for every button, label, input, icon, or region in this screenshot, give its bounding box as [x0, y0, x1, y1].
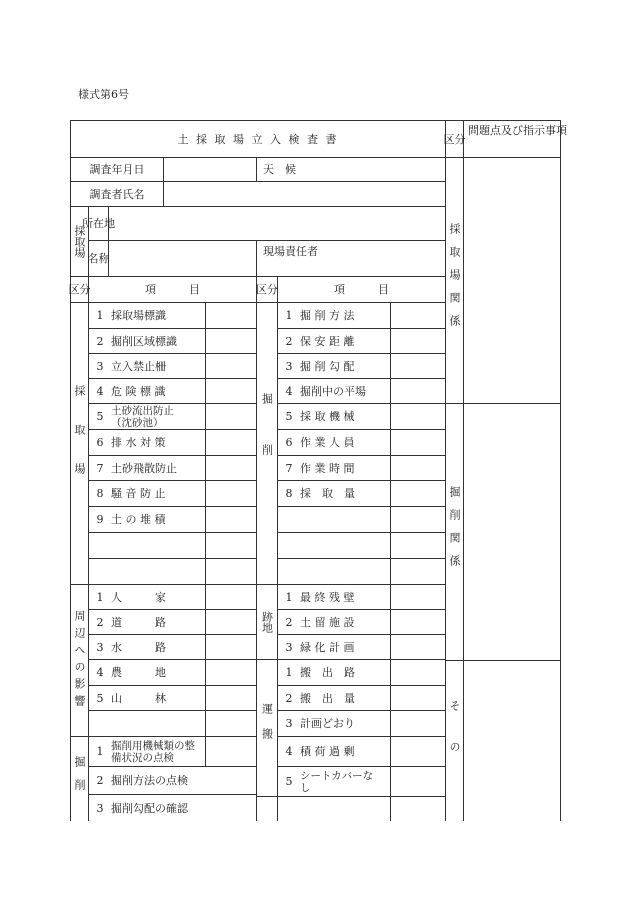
list-item: 5 採 取 機 械 [278, 404, 391, 430]
survey-date-field[interactable] [164, 158, 257, 182]
blank-item [278, 507, 391, 533]
list-item: 6 排 水 対 策 [89, 430, 206, 456]
group-site: 採取場 [71, 207, 89, 277]
check-field[interactable] [391, 797, 446, 821]
check-field[interactable] [206, 303, 257, 329]
list-item: 1 人 家 [89, 585, 206, 610]
check-field[interactable] [206, 711, 257, 737]
list-item: 2 掘削方法の点検 [89, 767, 257, 795]
surveyor-field[interactable] [164, 182, 446, 207]
inspection-form [68, 120, 567, 821]
group-atochi: 跡地 [257, 585, 278, 660]
list-item: 2 掘削区域標識 [89, 329, 206, 354]
check-field[interactable] [206, 379, 257, 404]
blank-item [89, 711, 206, 737]
list-item: 1 掘削用機械類の整備状況の点検 [89, 737, 206, 767]
blank-item [278, 797, 391, 821]
check-field[interactable] [391, 559, 446, 585]
group-shuhen: 周辺への影響 [71, 585, 89, 737]
check-field[interactable] [206, 329, 257, 354]
list-item: 3 掘 削 勾 配 [278, 354, 391, 379]
list-item: 1 最 終 残 壁 [278, 585, 391, 610]
group-saishuba: 採取場 [71, 303, 89, 585]
check-field[interactable] [391, 456, 446, 481]
side-saishuba-kankei: 採取場関係 [446, 158, 464, 404]
check-field[interactable] [391, 303, 446, 329]
check-field[interactable] [391, 533, 446, 559]
check-field[interactable] [206, 481, 257, 507]
list-item: 1 掘 削 方 法 [278, 303, 391, 329]
check-field[interactable] [391, 635, 446, 660]
list-item: 3 掘削勾配の確認 [89, 795, 257, 821]
check-field[interactable] [391, 767, 446, 797]
list-item: 6 作 業 人 員 [278, 430, 391, 456]
list-item: 5 山 林 [89, 686, 206, 711]
site-manager-label: 現場責任者 [257, 241, 446, 277]
check-field[interactable] [391, 329, 446, 354]
name-field[interactable] [109, 241, 257, 277]
check-field[interactable] [391, 507, 446, 533]
list-item: 1 搬 出 路 [278, 660, 391, 686]
list-item: 7 土砂飛散防止 [89, 456, 206, 481]
check-field[interactable] [206, 404, 257, 430]
issues-field-3[interactable] [464, 661, 560, 821]
issues-field-1[interactable] [464, 158, 560, 404]
list-item: 3 緑 化 計 画 [278, 635, 391, 660]
item-right-header: 項 目 [278, 277, 446, 303]
check-field[interactable] [391, 711, 446, 737]
location-label: 所在地 [89, 207, 109, 241]
group-unpan: 運搬 [257, 660, 278, 797]
check-field[interactable] [206, 507, 257, 533]
list-item: 5 シートカバーなし [278, 767, 391, 797]
check-field[interactable] [206, 737, 257, 767]
side-kussaku-kankei: 掘削関係 [446, 404, 464, 661]
list-item: 3 計画どおり [278, 711, 391, 737]
list-item: 4 農 地 [89, 660, 206, 686]
group-empty [257, 797, 278, 821]
list-item: 4 危 険 標 識 [89, 379, 206, 404]
check-field[interactable] [391, 737, 446, 767]
list-item: 4 掘削中の平場 [278, 379, 391, 404]
form-title: 土 採 取 場 立 入 検 査 書 [71, 121, 446, 158]
surveyor-label: 調査者氏名 [71, 182, 164, 207]
blank-item [89, 533, 206, 559]
list-item: 5 土砂流出防止（沈砂池） [89, 404, 206, 430]
check-field[interactable] [206, 610, 257, 635]
list-item: 2 搬 出 量 [278, 686, 391, 711]
check-field[interactable] [391, 354, 446, 379]
check-field[interactable] [391, 660, 446, 686]
list-item: 4 積 荷 過 剰 [278, 737, 391, 767]
check-field[interactable] [391, 481, 446, 507]
list-item: 7 作 業 時 間 [278, 456, 391, 481]
item-left-header: 項 目 [89, 277, 257, 303]
weather-label: 天 候 [257, 158, 446, 182]
check-field[interactable] [206, 559, 257, 585]
kubun-right-header: 区分 [257, 277, 278, 303]
issues-field-2[interactable] [464, 404, 560, 661]
list-item: 2 道 路 [89, 610, 206, 635]
check-field[interactable] [206, 660, 257, 686]
kubun-header: 区分 [446, 121, 464, 158]
check-field[interactable] [206, 533, 257, 559]
check-field[interactable] [206, 686, 257, 711]
check-field[interactable] [391, 430, 446, 456]
blank-item [278, 533, 391, 559]
check-field[interactable] [206, 430, 257, 456]
check-field[interactable] [391, 585, 446, 610]
location-field[interactable] [109, 207, 446, 241]
list-item: 8 採 取 量 [278, 481, 391, 507]
check-field[interactable] [391, 610, 446, 635]
group-kussaku: 掘削 [257, 303, 278, 585]
blank-item [278, 559, 391, 585]
blank-item [89, 559, 206, 585]
check-field[interactable] [206, 354, 257, 379]
issues-header: 問題点及び指示事項 [464, 121, 560, 158]
list-item: 9 土 の 堆 積 [89, 507, 206, 533]
kubun-left-header: 区分 [71, 277, 89, 303]
check-field[interactable] [206, 585, 257, 610]
group-kussaku-2: 掘削 [71, 737, 89, 821]
list-item: 2 保 安 距 離 [278, 329, 391, 354]
name-label: 名称 [89, 241, 109, 277]
check-field[interactable] [206, 635, 257, 660]
check-field[interactable] [391, 686, 446, 711]
list-item: 3 水 路 [89, 635, 206, 660]
survey-date-label: 調査年月日 [71, 158, 164, 182]
list-item: 1 採取場標識 [89, 303, 206, 329]
list-item: 2 土 留 施 設 [278, 610, 391, 635]
check-field[interactable] [206, 456, 257, 481]
list-item: 3 立入禁止柵 [89, 354, 206, 379]
side-sonota: その [446, 661, 464, 821]
form-number: 様式第6号 [78, 88, 129, 101]
check-field[interactable] [391, 379, 446, 404]
check-field[interactable] [391, 404, 446, 430]
list-item: 8 騒 音 防 止 [89, 481, 206, 507]
